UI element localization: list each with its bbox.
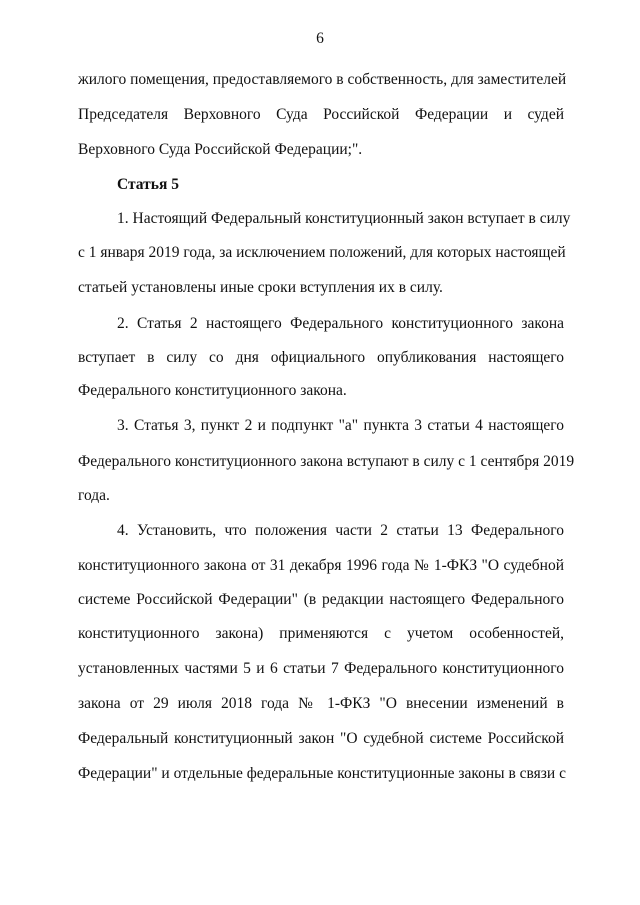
paragraph-line: статьей установлены иные сроки вступления их в силу. [78, 279, 443, 296]
paragraph-line: Федерального конституционного закона вступают в силу с 1 сентября 2019 [78, 453, 575, 470]
paragraph-line: 4. Установить, что положения части 2 статьи 13 Федерального [117, 522, 564, 539]
text-line: Верховного Суда Российской Федерации;". [78, 141, 363, 158]
paragraph-line: конституционного закона от 31 декабря 1996 года № 1-ФКЗ "О судебной [78, 557, 564, 574]
paragraph-line: Федерации" и отдельные федеральные конституционные законы в связи с [78, 765, 566, 782]
paragraph-line: 3. Статья 3, пункт 2 и подпункт "а" пункта 3 статьи 4 настоящего [117, 417, 564, 434]
paragraph-line: системе Российской Федерации" (в редакции настоящего Федерального [78, 591, 564, 608]
paragraph-line: Федерального конституционного закона. [78, 382, 347, 399]
paragraph-line: 2. Статья 2 настоящего Федерального конституционного закона [117, 315, 564, 332]
paragraph-line: Федеральный конституционный закон "О судебной системе Российской [78, 730, 564, 747]
text-line: Председателя Верховного Суда Российской Федерации и судей [78, 106, 564, 123]
page-number: 6 [316, 30, 324, 47]
text-line: жилого помещения, предоставляемого в собственность, для заместителей [78, 71, 567, 88]
paragraph-line: конституционного закона) применяются с учетом особенностей, [78, 625, 564, 642]
paragraph-line: установленных частями 5 и 6 статьи 7 Федерального конституционного [78, 660, 564, 677]
paragraph-line: 1. Настоящий Федеральный конституционный закон вступает в силу [117, 210, 571, 227]
paragraph-line: вступает в силу со дня официального опубликования настоящего [78, 349, 564, 366]
paragraph-line: года. [78, 487, 110, 504]
paragraph-line: закона от 29 июля 2018 года № 1-ФКЗ "О внесении изменений в [78, 695, 564, 712]
article-heading: Статья 5 [117, 176, 179, 193]
paragraph-line: с 1 января 2019 года, за исключением положений, для которых настоящей [78, 244, 566, 261]
